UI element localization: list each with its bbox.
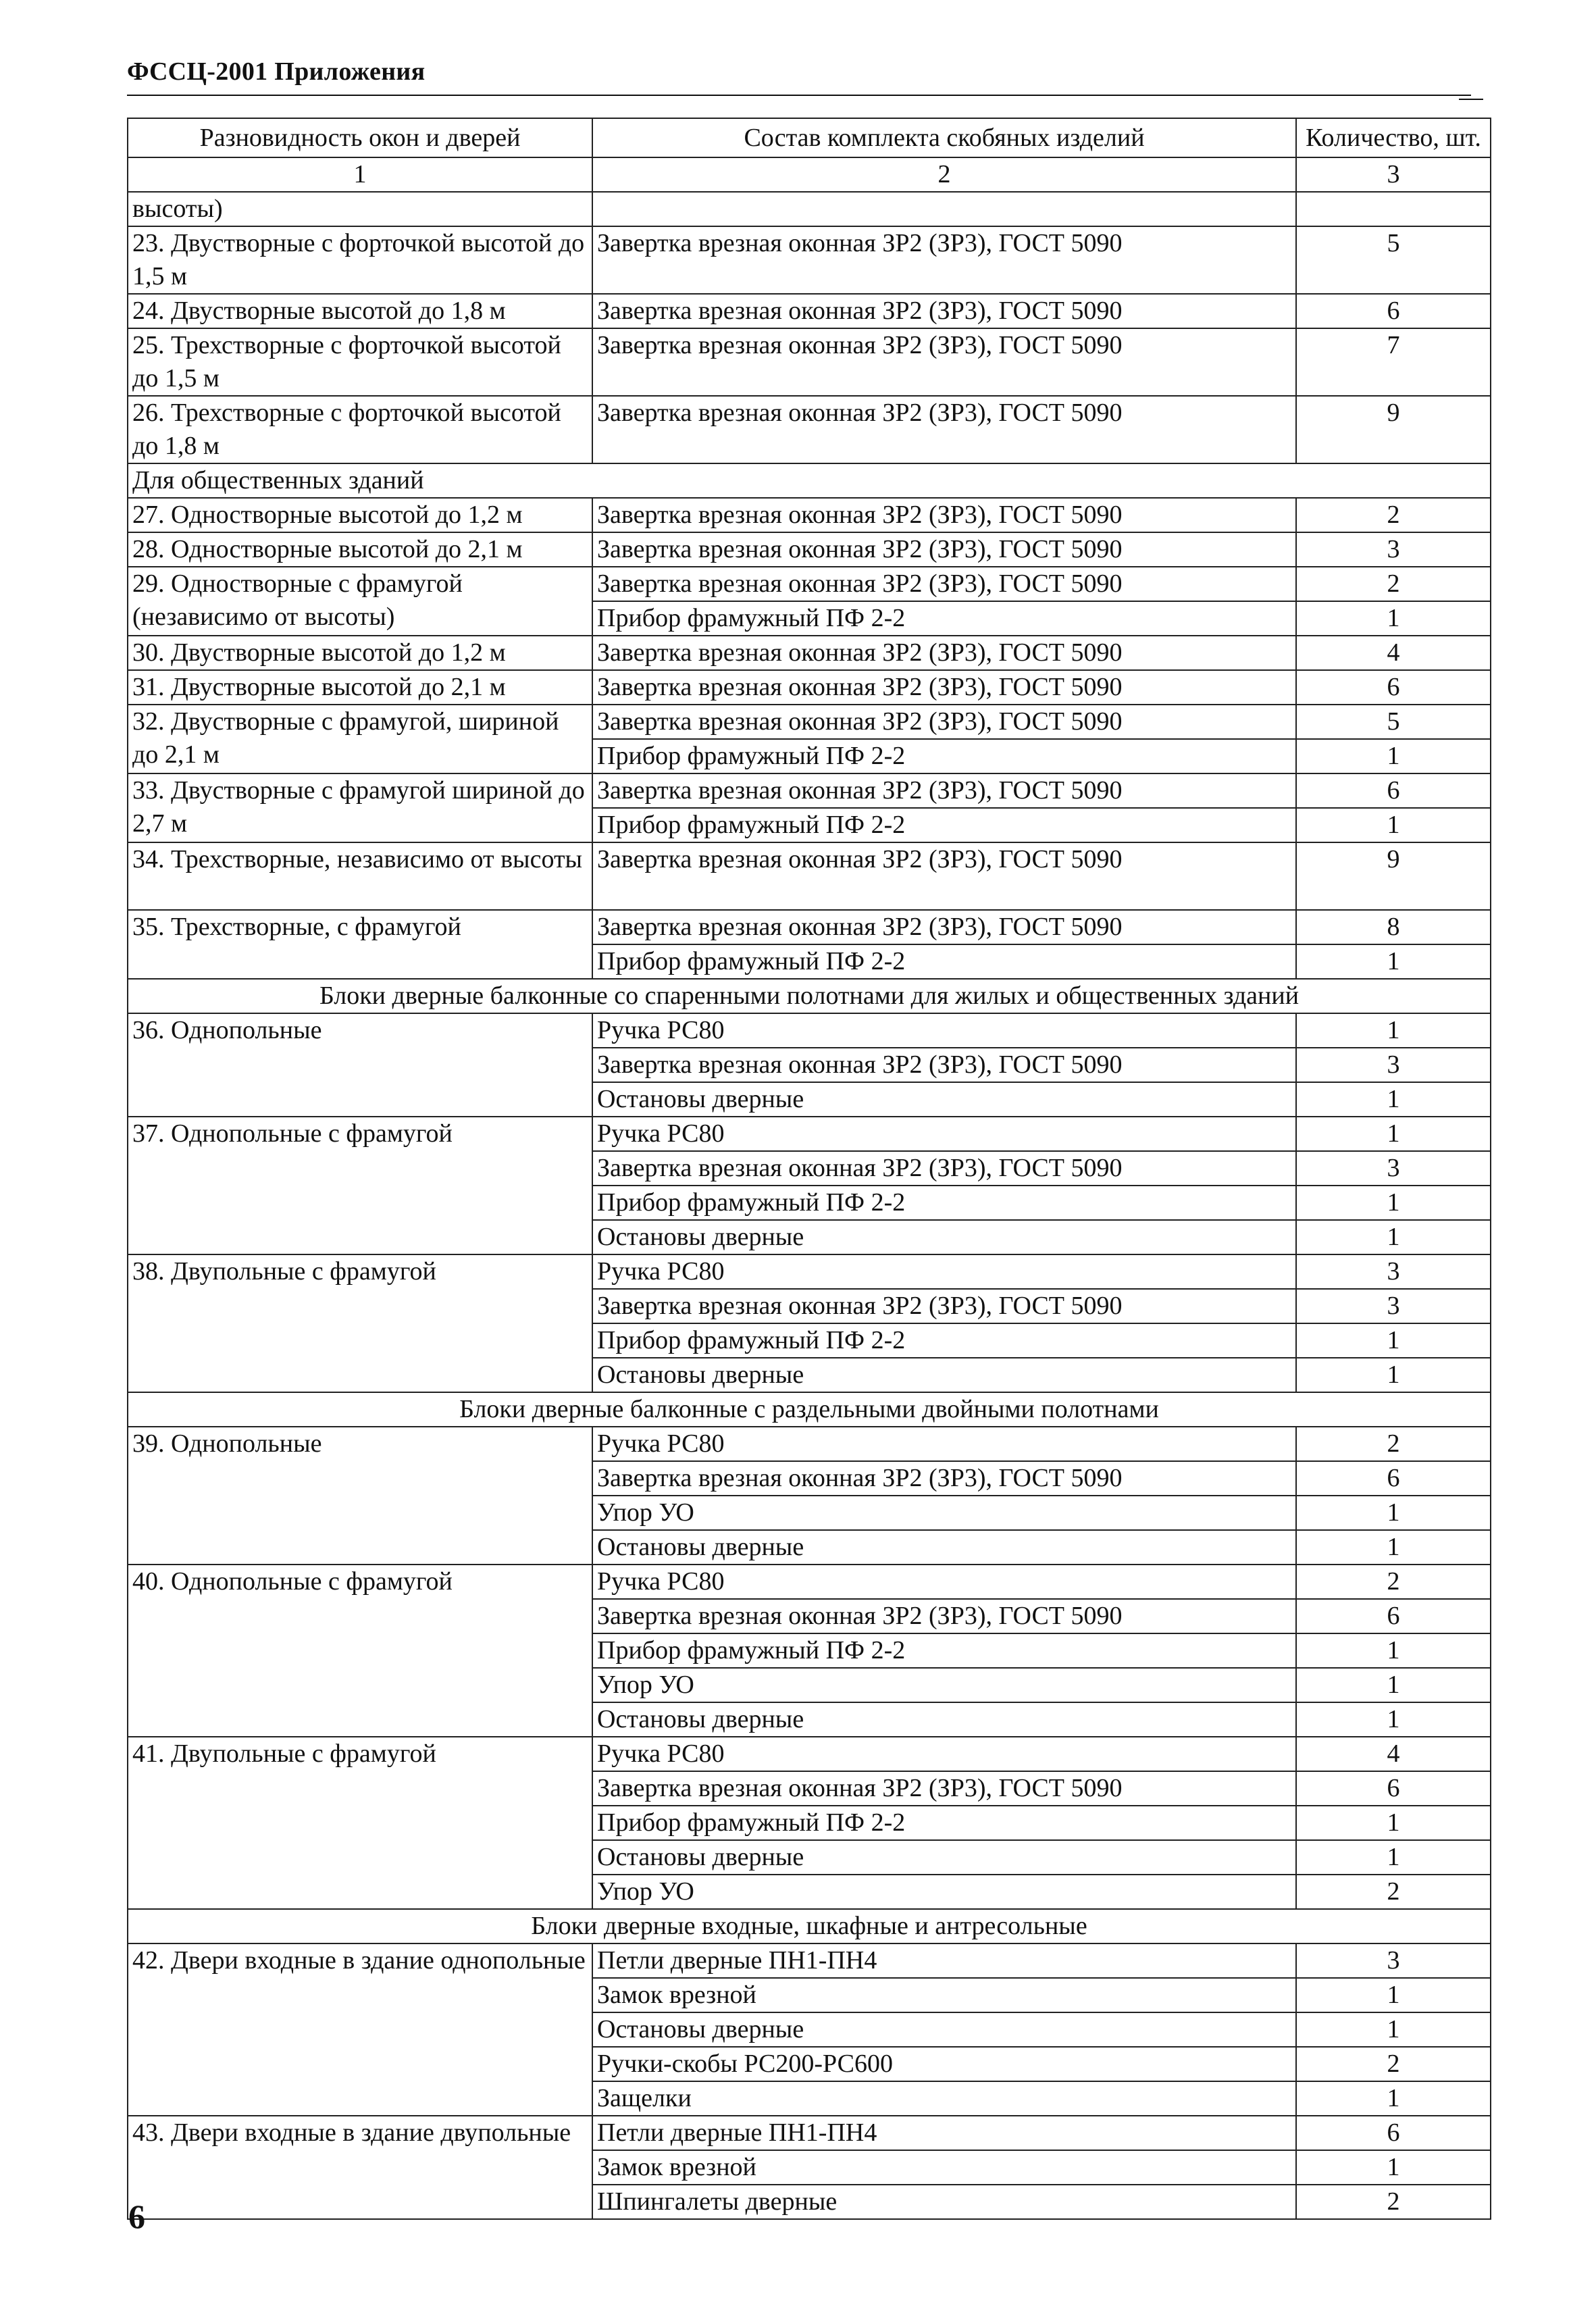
hardware-item: Остановы дверные xyxy=(592,2012,1296,2047)
section-label: Блоки дверные балконные со спаренными полотнами для жилых и общественных зданий xyxy=(128,979,1491,1013)
hardware-quantity: 1 xyxy=(1296,2012,1491,2047)
header-rule-tick xyxy=(1459,99,1483,100)
hardware-quantity: 2 xyxy=(1296,1427,1491,1461)
window-door-type: 42. Двери входные в здание однопольные xyxy=(128,1943,592,2116)
window-door-type: 28. Одностворные высотой до 2,1 м xyxy=(128,532,592,567)
window-door-type: 35. Трехстворные, с фрамугой xyxy=(128,910,592,979)
window-door-type: 37. Однопольные с фрамугой xyxy=(128,1117,592,1254)
window-door-type: 24. Двустворные высотой до 1,8 м xyxy=(128,294,592,328)
hardware-quantity: 6 xyxy=(1296,1599,1491,1633)
table-row xyxy=(128,192,1491,226)
table-row xyxy=(128,294,1491,328)
column-number-row xyxy=(128,157,1491,192)
table-row xyxy=(128,910,1491,944)
hardware-quantity: 3 xyxy=(1296,1048,1491,1082)
table-row xyxy=(128,567,1491,601)
hardware-item: Завертка врезная оконная ЗР2 (ЗР3), ГОСТ 5090 xyxy=(592,773,1296,808)
window-door-type: 31. Двустворные высотой до 2,1 м xyxy=(128,670,592,705)
window-door-type: 41. Двупольные с фрамугой xyxy=(128,1737,592,1909)
table-row xyxy=(128,1427,1491,1461)
table-row xyxy=(128,2116,1491,2150)
hardware-quantity: 1 xyxy=(1296,1840,1491,1875)
hardware-quantity: 6 xyxy=(1296,294,1491,328)
window-door-type: 38. Двупольные с фрамугой xyxy=(128,1254,592,1392)
table-row xyxy=(128,1117,1491,1151)
table-row xyxy=(128,636,1491,670)
hardware-quantity: 1 xyxy=(1296,739,1491,773)
hardware-item: Прибор фрамужный ПФ 2-2 xyxy=(592,1633,1296,1668)
hardware-quantity: 1 xyxy=(1296,1358,1491,1392)
hardware-quantity: 1 xyxy=(1296,1117,1491,1151)
hardware-item: Шпингалеты дверные xyxy=(592,2185,1296,2219)
table-row xyxy=(128,498,1491,532)
hardware-item: Петли дверные ПН1-ПН4 xyxy=(592,2116,1296,2150)
hardware-item: Завертка врезная оконная ЗР2 (ЗР3), ГОСТ 5090 xyxy=(592,1289,1296,1323)
hardware-quantity: 1 xyxy=(1296,2150,1491,2185)
hardware-quantity: 1 xyxy=(1296,944,1491,979)
hardware-quantity xyxy=(1296,192,1491,226)
table-row xyxy=(128,1013,1491,1048)
hardware-item: Ручка РС80 xyxy=(592,1117,1296,1151)
hardware-quantity: 2 xyxy=(1296,2185,1491,2219)
hardware-quantity: 2 xyxy=(1296,2047,1491,2081)
hardware-item: Завертка врезная оконная ЗР2 (ЗР3), ГОСТ 5090 xyxy=(592,498,1296,532)
hardware-item: Замок врезной xyxy=(592,1978,1296,2012)
hardware-item: Остановы дверные xyxy=(592,1220,1296,1254)
hardware-quantity: 1 xyxy=(1296,1633,1491,1668)
hardware-item xyxy=(592,192,1296,226)
header-rule xyxy=(127,95,1471,96)
hardware-item: Упор УО xyxy=(592,1496,1296,1530)
page-number: 6 xyxy=(128,2197,145,2235)
window-door-type: 25. Трехстворные с форточкой высотой до 1,5 м xyxy=(128,328,592,396)
hardware-item: Остановы дверные xyxy=(592,1358,1296,1392)
hardware-item: Завертка врезная оконная ЗР2 (ЗР3), ГОСТ 5090 xyxy=(592,294,1296,328)
table-row xyxy=(128,705,1491,739)
hardware-item: Завертка врезная оконная ЗР2 (ЗР3), ГОСТ 5090 xyxy=(592,636,1296,670)
section-label: Блоки дверные балконные с раздельными двойными полотнами xyxy=(128,1392,1491,1427)
hardware-item: Замок врезной xyxy=(592,2150,1296,2185)
hardware-item: Завертка врезная оконная ЗР2 (ЗР3), ГОСТ 5090 xyxy=(592,842,1296,910)
hardware-quantity: 5 xyxy=(1296,705,1491,739)
table-row xyxy=(128,773,1491,808)
hardware-item: Завертка врезная оконная ЗР2 (ЗР3), ГОСТ 5090 xyxy=(592,1461,1296,1496)
hardware-quantity: 6 xyxy=(1296,773,1491,808)
hardware-item: Остановы дверные xyxy=(592,1082,1296,1117)
hardware-item: Прибор фрамужный ПФ 2-2 xyxy=(592,808,1296,842)
hardware-item: Ручка РС80 xyxy=(592,1737,1296,1771)
window-door-type: высоты) xyxy=(128,192,592,226)
table-row xyxy=(128,532,1491,567)
hardware-item: Прибор фрамужный ПФ 2-2 xyxy=(592,1186,1296,1220)
window-door-type: 39. Однопольные xyxy=(128,1427,592,1565)
table-row xyxy=(128,1565,1491,1599)
hardware-item: Остановы дверные xyxy=(592,1530,1296,1565)
window-door-type: 30. Двустворные высотой до 1,2 м xyxy=(128,636,592,670)
hardware-item: Прибор фрамужный ПФ 2-2 xyxy=(592,1323,1296,1358)
hardware-quantity: 1 xyxy=(1296,601,1491,636)
window-door-type: 43. Двери входные в здание двупольные xyxy=(128,2116,592,2219)
hardware-item: Прибор фрамужный ПФ 2-2 xyxy=(592,739,1296,773)
hardware-quantity: 1 xyxy=(1296,1496,1491,1530)
hardware-item: Прибор фрамужный ПФ 2-2 xyxy=(592,601,1296,636)
column-header-quantity: Количество, шт. xyxy=(1296,118,1491,157)
hardware-quantity: 1 xyxy=(1296,808,1491,842)
window-door-type: 40. Однопольные с фрамугой xyxy=(128,1565,592,1737)
hardware-item: Завертка врезная оконная ЗР2 (ЗР3), ГОСТ 5090 xyxy=(592,910,1296,944)
hardware-item: Завертка врезная оконная ЗР2 (ЗР3), ГОСТ 5090 xyxy=(592,1599,1296,1633)
section-label: Блоки дверные входные, шкафные и антресольные xyxy=(128,1909,1491,1943)
column-header-type: Разновидность окон и дверей xyxy=(128,118,592,157)
hardware-item: Упор УО xyxy=(592,1875,1296,1909)
hardware-item: Завертка врезная оконная ЗР2 (ЗР3), ГОСТ 5090 xyxy=(592,705,1296,739)
hardware-item: Прибор фрамужный ПФ 2-2 xyxy=(592,944,1296,979)
column-number: 1 xyxy=(128,157,592,192)
hardware-item: Ручка РС80 xyxy=(592,1013,1296,1048)
hardware-quantity: 1 xyxy=(1296,1323,1491,1358)
hardware-quantity: 3 xyxy=(1296,1254,1491,1289)
hardware-quantity: 2 xyxy=(1296,567,1491,601)
table-row xyxy=(128,1737,1491,1771)
hardware-quantity: 1 xyxy=(1296,1530,1491,1565)
hardware-item: Упор УО xyxy=(592,1668,1296,1702)
hardware-item: Ручки-скобы РС200-РС600 xyxy=(592,2047,1296,2081)
hardware-quantity: 4 xyxy=(1296,1737,1491,1771)
hardware-quantity: 3 xyxy=(1296,1943,1491,1978)
hardware-quantity: 1 xyxy=(1296,1220,1491,1254)
column-header-composition: Состав комплекта скобяных изделий xyxy=(592,118,1296,157)
table-row xyxy=(128,1943,1491,1978)
hardware-item: Ручка РС80 xyxy=(592,1427,1296,1461)
window-door-type: 23. Двустворные с форточкой высотой до 1,5 м xyxy=(128,226,592,294)
hardware-item: Завертка врезная оконная ЗР2 (ЗР3), ГОСТ 5090 xyxy=(592,1048,1296,1082)
hardware-item: Ручка РС80 xyxy=(592,1565,1296,1599)
window-door-type: 26. Трехстворные с форточкой высотой до 1,8 м xyxy=(128,396,592,463)
table-header-row xyxy=(128,118,1491,157)
table-row xyxy=(128,1254,1491,1289)
window-door-type: 32. Двустворные с фрамугой, шириной до 2,1 м xyxy=(128,705,592,773)
column-number: 3 xyxy=(1296,157,1491,192)
hardware-item: Завертка врезная оконная ЗР2 (ЗР3), ГОСТ 5090 xyxy=(592,396,1296,463)
hardware-quantity: 1 xyxy=(1296,1702,1491,1737)
section-row xyxy=(128,1909,1491,1943)
section-row xyxy=(128,979,1491,1013)
hardware-quantity: 4 xyxy=(1296,636,1491,670)
table-left-border-stub xyxy=(127,2162,128,2189)
hardware-quantity: 2 xyxy=(1296,1875,1491,1909)
hardware-quantity: 1 xyxy=(1296,1082,1491,1117)
window-door-type: 27. Одностворные высотой до 1,2 м xyxy=(128,498,592,532)
hardware-quantity: 9 xyxy=(1296,842,1491,910)
hardware-quantity: 1 xyxy=(1296,1668,1491,1702)
window-door-type: 36. Однопольные xyxy=(128,1013,592,1117)
hardware-quantity: 3 xyxy=(1296,1151,1491,1186)
hardware-item: Завертка врезная оконная ЗР2 (ЗР3), ГОСТ 5090 xyxy=(592,1151,1296,1186)
hardware-item: Прибор фрамужный ПФ 2-2 xyxy=(592,1806,1296,1840)
hardware-item: Завертка врезная оконная ЗР2 (ЗР3), ГОСТ 5090 xyxy=(592,226,1296,294)
hardware-item: Петли дверные ПН1-ПН4 xyxy=(592,1943,1296,1978)
group-row xyxy=(128,463,1491,498)
hardware-quantity: 3 xyxy=(1296,1289,1491,1323)
hardware-kit-table xyxy=(127,118,1491,2220)
table-row xyxy=(128,226,1491,294)
hardware-quantity: 2 xyxy=(1296,1565,1491,1599)
hardware-item: Завертка врезная оконная ЗР2 (ЗР3), ГОСТ 5090 xyxy=(592,670,1296,705)
hardware-item: Ручка РС80 xyxy=(592,1254,1296,1289)
hardware-quantity: 6 xyxy=(1296,1461,1491,1496)
table-row xyxy=(128,396,1491,463)
hardware-item: Остановы дверные xyxy=(592,1840,1296,1875)
hardware-quantity: 7 xyxy=(1296,328,1491,396)
hardware-quantity: 5 xyxy=(1296,226,1491,294)
hardware-item: Завертка врезная оконная ЗР2 (ЗР3), ГОСТ 5090 xyxy=(592,1771,1296,1806)
hardware-item: Завертка врезная оконная ЗР2 (ЗР3), ГОСТ 5090 xyxy=(592,567,1296,601)
table-row xyxy=(128,670,1491,705)
window-door-type: 33. Двустворные с фрамугой шириной до 2,7 м xyxy=(128,773,592,842)
hardware-quantity: 6 xyxy=(1296,2116,1491,2150)
hardware-quantity: 3 xyxy=(1296,532,1491,567)
hardware-quantity: 2 xyxy=(1296,498,1491,532)
hardware-item: Остановы дверные xyxy=(592,1702,1296,1737)
hardware-quantity: 1 xyxy=(1296,1978,1491,2012)
hardware-quantity: 1 xyxy=(1296,1186,1491,1220)
hardware-quantity: 6 xyxy=(1296,1771,1491,1806)
section-row xyxy=(128,1392,1491,1427)
hardware-item: Защелки xyxy=(592,2081,1296,2116)
hardware-quantity: 6 xyxy=(1296,670,1491,705)
hardware-quantity: 9 xyxy=(1296,396,1491,463)
table-row xyxy=(128,842,1491,910)
page-header-title: ФССЦ-2001 Приложения xyxy=(127,57,426,86)
window-door-type: 29. Одностворные с фрамугой (независимо от высоты) xyxy=(128,567,592,636)
hardware-quantity: 1 xyxy=(1296,2081,1491,2116)
table-row xyxy=(128,328,1491,396)
hardware-item: Завертка врезная оконная ЗР2 (ЗР3), ГОСТ 5090 xyxy=(592,328,1296,396)
hardware-item: Завертка врезная оконная ЗР2 (ЗР3), ГОСТ 5090 xyxy=(592,532,1296,567)
hardware-quantity: 1 xyxy=(1296,1013,1491,1048)
group-label: Для общественных зданий xyxy=(128,463,1491,498)
hardware-quantity: 1 xyxy=(1296,1806,1491,1840)
hardware-quantity: 8 xyxy=(1296,910,1491,944)
column-number: 2 xyxy=(592,157,1296,192)
window-door-type: 34. Трехстворные, независимо от высоты xyxy=(128,842,592,910)
